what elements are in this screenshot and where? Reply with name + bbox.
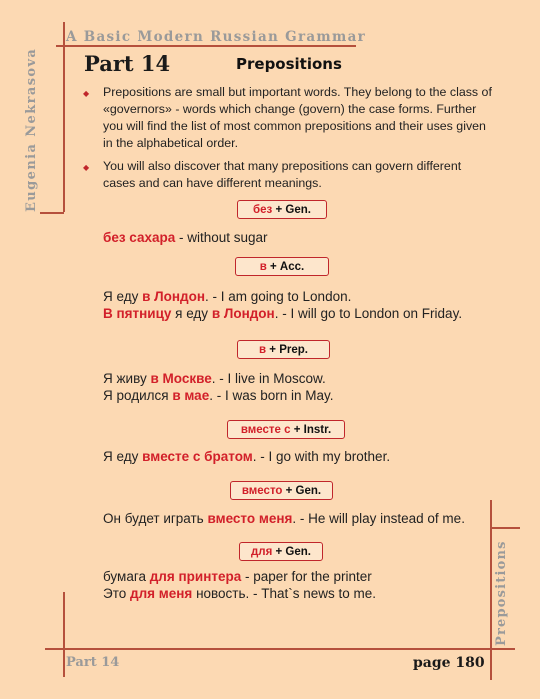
right-short-rule: [490, 527, 520, 529]
sentence-text: - paper for the printer: [241, 569, 372, 584]
example-sentence: [103, 586, 376, 601]
sentence-text: . - I live in Moscow.: [211, 371, 326, 386]
sentence-text: . - I am going to London.: [205, 289, 352, 304]
part-heading: Part 14: [84, 51, 171, 76]
sentence-text: Это: [103, 586, 130, 601]
preposition-box-v-prep: в + Prep.: [237, 340, 330, 359]
sentence-text: новость. - That`s news to me.: [192, 586, 377, 601]
example-sentence: [103, 569, 372, 584]
preposition-box-v-acc: в + Acc.: [235, 257, 329, 276]
preposition-box-bez: без + Gen.: [237, 200, 327, 219]
example-sentence: [103, 511, 465, 526]
example-sentence: [103, 306, 462, 321]
example-sentence: [103, 230, 268, 245]
top-rule: [56, 45, 356, 47]
book-title: A Basic Modern Russian Grammar: [66, 29, 367, 45]
highlighted-phrase: в мае: [172, 388, 210, 403]
example-sentence: [103, 449, 390, 464]
page-number: page 180: [413, 655, 485, 671]
bottom-rule: [45, 648, 515, 650]
highlighted-phrase: для принтера: [149, 569, 242, 584]
highlighted-phrase: в Лондон: [142, 289, 205, 304]
preposition-box-vmesto: вместо + Gen.: [230, 481, 333, 500]
sentence-text: . - I was born in May.: [209, 388, 334, 403]
example-sentence: [103, 289, 351, 304]
preposition-box-dlya: для + Gen.: [239, 542, 323, 561]
sentence-text: Он будет играть: [103, 511, 208, 526]
bullet-icon: ◆: [83, 163, 90, 172]
sentence-text: бумага: [103, 569, 150, 584]
sentence-text: . - I will go to London on Friday.: [274, 306, 463, 321]
highlighted-phrase: вместе с братом: [142, 449, 253, 464]
highlighted-phrase: вместо меня: [207, 511, 293, 526]
section-heading: Prepositions: [236, 55, 342, 73]
sentence-text: Я еду: [103, 449, 143, 464]
sentence-text: я еду: [171, 306, 212, 321]
sentence-text: Я еду: [103, 289, 143, 304]
highlighted-phrase: в Лондон: [211, 306, 275, 321]
footer-part-label: Part 14: [66, 655, 120, 670]
sentence-text: Я живу: [103, 371, 151, 386]
intro-paragraph-1: Prepositions are small but important words. They belong to the class of «governors» - words which change (govern) the case forms. Further you will find the list of most common prepositions and their uses given in the alphabetical order.: [103, 85, 492, 150]
preposition-box-vmeste-s: вместе с + Instr.: [227, 420, 345, 439]
example-sentence: [103, 371, 326, 386]
sentence-text: - without sugar: [175, 230, 268, 245]
bullet-icon: ◆: [83, 89, 90, 98]
example-sentence: [103, 388, 334, 403]
intro-paragraph-2: You will also discover that many prepositions can govern different cases and can have different meanings.: [103, 159, 462, 190]
highlighted-phrase: для меня: [130, 586, 193, 601]
highlighted-phrase: в Москве: [150, 371, 212, 386]
left-short-rule: [40, 212, 64, 214]
highlighted-phrase: без сахара: [103, 230, 176, 245]
side-section-title: Prepositions: [494, 540, 509, 646]
highlighted-phrase: В пятницу: [103, 306, 172, 321]
left-vertical-rule: [63, 22, 65, 212]
sentence-text: . - He will play instead of me.: [292, 511, 465, 526]
sentence-text: . - I go with my brother.: [252, 449, 391, 464]
author-name: Eugenia Nekrasova: [24, 47, 39, 212]
bottom-left-vertical-rule: [63, 592, 65, 677]
sentence-text: Я родился: [103, 388, 173, 403]
